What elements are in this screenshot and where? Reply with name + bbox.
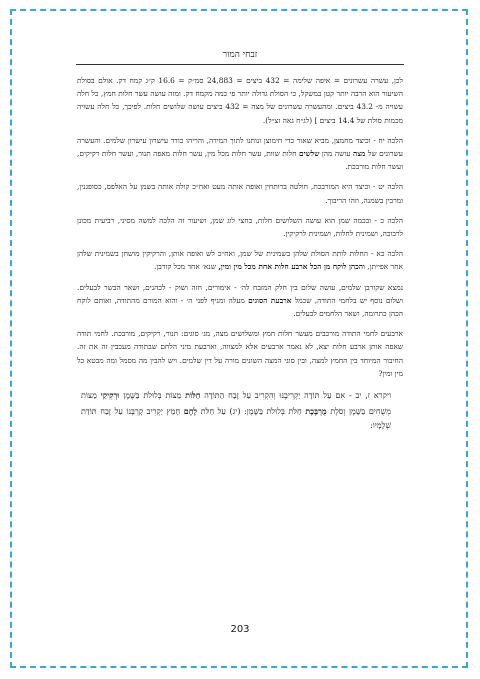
paragraph: נמצא שקורבן שלמים, עושה שלום בין חלק המזבח לה׳ - אימורים, חזה ושוק - לכהנים, ושאר הבשר לבעלים. ושלום נוסף יש בלחמי התודה, שכמל ארבעת הסוגים מעלה ומניף לפני ה׳ - והוא המורם מהתודה, ואותם לוקח הכהן כתרומה, ושאר הלחמים לבעלים. <box>77 282 403 319</box>
running-header <box>76 46 404 65</box>
paragraph: לכן, עשרה עשרונים = איפה שלימה = 432 ביצים = 24,883 סמ״ק = 16.6 ק״ג קמח דק. אולם בסולת השיעור הוא הרבה יותר קטן במשקל, כי הסולת גדולה יותר פי כמה מקמח דק. ומזה עושה עשר חלות חמץ, כל חלה עשויה מ- 43.2 ביצים. ומהעשרה עשרונים של מצה = 432 ביצים עושה שלושים חלות. לפיכך, כל חלה עשויה מכמות סולת של 14.4 ביצים ] (לג״ח גאה זצ״ל). <box>77 76 404 125</box>
paragraph: ארבעים לחמי התודה מורכבים מעשר חלות חמץ ומשלושים מצה, מג׳ סוגים: תנור, רקיקים, מורבכת. לחמי תודה שאפה אותן ארבע חלות יצא, לא נאמר ארבעים אלא למצווה, וארבעת מיני הלחם שבתודה מעכבין זה את זה. החיבור המיוחד בין החמץ למצה, ובין סוגי המצה השונים מורה על דין שלמים. ויש להבין מה מסמל ומה מבטא כל מין ומין? <box>77 329 403 378</box>
paragraph: הלכה כא - החלות לותת הסולת שלהן בשמינית של שמן, ואח״כ לש ואופה אותן, והרקיקין מושחן בשמינית שלהן אחר אפייתן, והכהן לוקח מן הכל ארבע חלות אחת מכל מין ומין, שנא׳ אחד מכל קורבן. <box>77 249 403 272</box>
paragraph: הלכה כ - ובכמה שמן הוא עושה השלושים חלות, בחצי לוג שמן, ושיעור זה הלכה למשה מסיני, רביעית מכונן לרבוכה, ושמינית לחלות, ושמינית לרקיקין. <box>77 215 403 239</box>
paragraph: הלכה יט - וכיצד היא המורבכת, חולטה ברותחין ואופה אותה מעט ואח״כ קולה אותה בשמן על האלפס, כסופגנין, ומרבין בשמנה, וזהו הריבוך. <box>77 182 403 205</box>
paragraph: הלכה יח - וכיצד מחמצן, מביא שאור כדי חימוצן ונותנו לתוך המידה, והריהו כודד עישרון עישרון שלמים. והעשרה עשרונים של מצה עושה מהן שלשים חלות שוות, עשר חלות מכל מין, עשר חלות מאפה תנור, ועשר חלות רקיקים, ועשר חלות מורבכת. <box>77 135 403 172</box>
header-title: זבחי המור <box>222 50 258 60</box>
main-text <box>77 74 403 434</box>
scripture-quote: ויקרא ז, יב - אִם עַל תּוֹדָה יַקְרִיבֶנּוּ וְהִקְרִיב עַל זֶבַח הַתּוֹדָה חַלּוֹת מַצּוֹת בְּלוּלֹת בַּשֶּׁמֶן וּרְקִיקֵי מַצּוֹת מְשֻׁחִים בַּשָּׁמֶן וְסֹלֶת מֻרְבֶּכֶת חַלֹּת בְּלוּלֹת בַּשָּׁמֶן: (יג) עַל חַלֹּת לֶחֶם חָמֵץ יַקְרִיב קָרְבָּנוֹ עַל זֶבַח תּוֹדַת שְׁלָמָיו: <box>81 390 392 431</box>
page-number: 203 <box>230 624 250 635</box>
